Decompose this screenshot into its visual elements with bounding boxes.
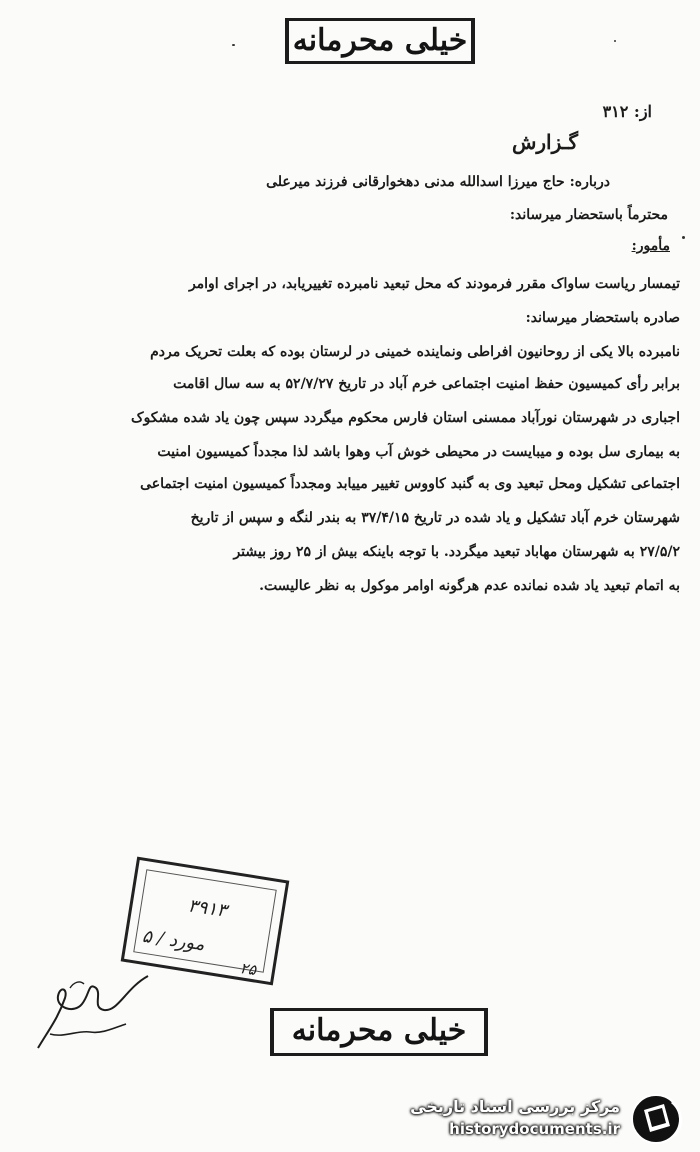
- receipt-mark: ۲۵: [238, 958, 258, 980]
- body-line: شهرستان خرم آباد تشکیل و یاد شده در تاریخ ۳۷/۴/۱۵ به بندر لنگه و سپس از تاریخ: [190, 510, 680, 526]
- receipt-number: ۳۹۱۳: [186, 895, 228, 922]
- body-line: صادره باستحضار میرساند:: [525, 310, 680, 326]
- report-subject: درباره: حاج میرزا اسدالله مدنی دهخوارقانی فرزند میرعلی: [266, 174, 610, 190]
- publisher-url: historydocuments.ir: [449, 1120, 620, 1138]
- reference-number: از: ۳۱۲: [602, 102, 652, 121]
- body-line: به بیماری سل بوده و میبایست در محیطی خوش آب وهوا باشد لذا مجدداً کمیسیون امنیت: [157, 444, 680, 460]
- body-line: تیمسار ریاست ساواک مقرر فرمودند که محل تبعید نامبرده تغییریابد، در اجرای اوامر: [188, 276, 680, 292]
- receipt-stamp-box: [121, 857, 290, 986]
- body-line: اجتماعی تشکیل ومحل تبعید وی به گنبد کاووس تغییر مییابد ومجدداً کمیسیون امنیت اجتماعی: [140, 476, 680, 492]
- salutation: محترماً باستحضار میرساند:: [509, 207, 668, 223]
- receipt-note: ۵ / مورد: [140, 925, 206, 956]
- publisher-name: مرکز بررسی اسناد تاریخی: [410, 1097, 620, 1116]
- classification-stamp-bottom: خیلی محرمانه: [270, 1008, 488, 1056]
- body-line: اجباری در شهرستان نورآباد ممسنی استان فارس محکوم میگردد سپس چون یاد شده مشکوک: [131, 410, 680, 426]
- body-line: برابر رأی کمیسیون حفظ امنیت اجتماعی خرم آباد در تاریخ ۵۲/۷/۲۷ به سه سال اقامت: [173, 376, 680, 392]
- body-line: به اتمام تبعید یاد شده نمانده عدم هرگونه اوامر موکول به نظر عالیست.: [259, 578, 680, 594]
- handwritten-signature: [30, 968, 160, 1058]
- body-line: ۲۷/۵/۲ به شهرستان مهاباد تبعید میگردد. با توجه باینکه بیش از ۲۵ روز بیشتر: [233, 544, 680, 560]
- section-heading: مأمور:: [631, 238, 670, 254]
- paper-speck: [682, 236, 685, 239]
- body-line: نامبرده بالا یکی از روحانیون افراطی ونماینده خمینی در لرستان بوده که بعلت تحریک مردم: [150, 344, 680, 360]
- archive-logo-icon: [628, 1092, 688, 1146]
- classification-stamp-top: خیلی محرمانه: [285, 18, 475, 64]
- report-title: گـزارش: [511, 130, 578, 154]
- paper-speck: [614, 40, 616, 42]
- paper-speck: [232, 44, 235, 46]
